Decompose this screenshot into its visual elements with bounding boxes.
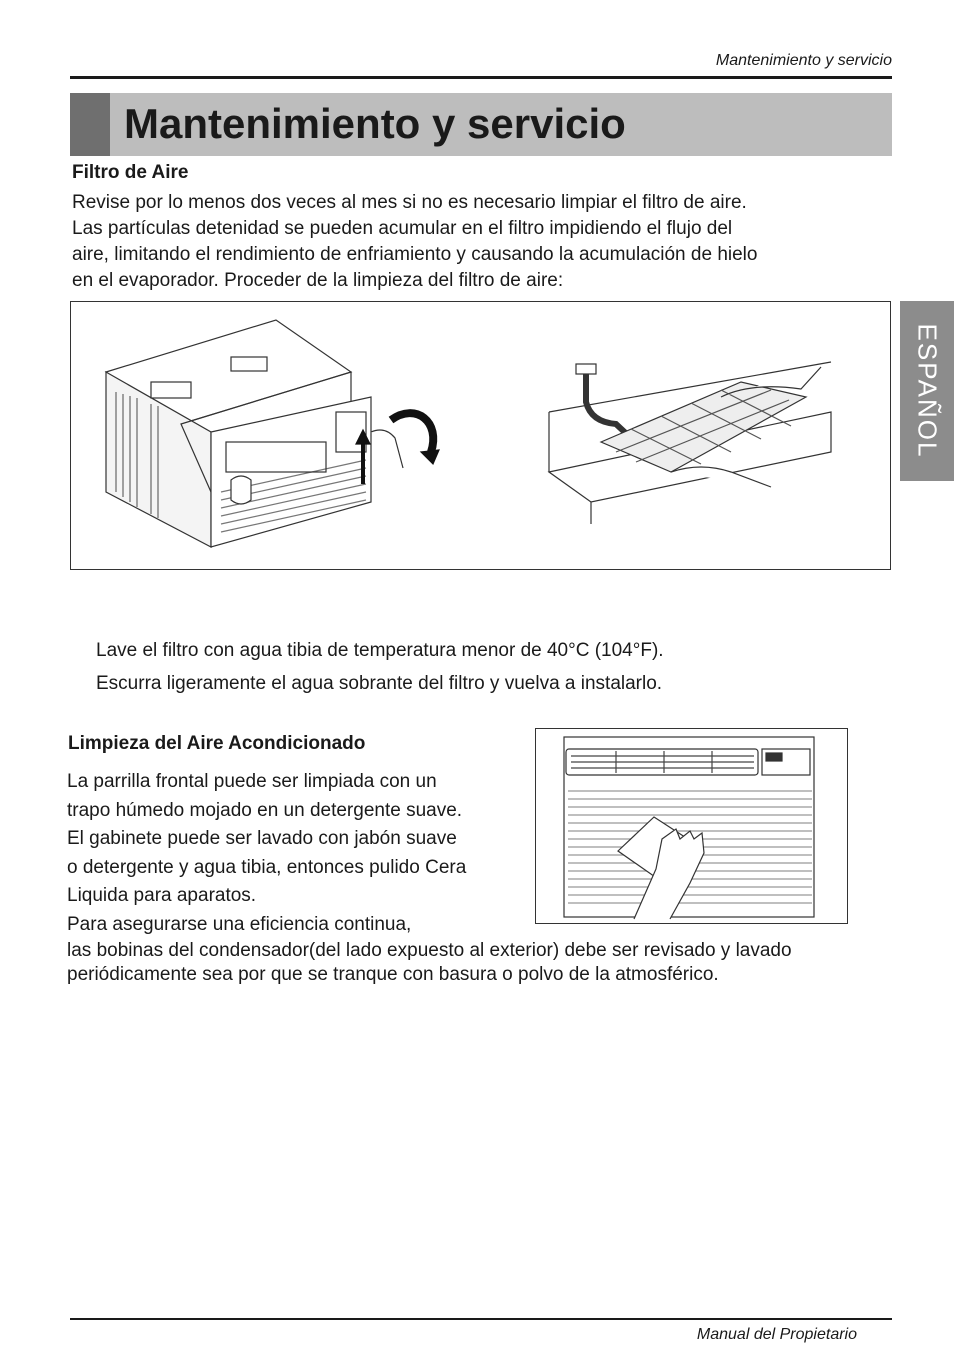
filter-illustration-svg <box>71 302 890 569</box>
bottom-rule <box>70 1318 892 1320</box>
cleaning-line: o detergente y agua tibia, entonces pulido Cera <box>67 856 467 878</box>
section-banner <box>70 93 892 156</box>
filter-line: Revise por lo menos dos veces al mes si no es necesario limpiar el filtro de aire. <box>72 192 747 213</box>
filter-heading: Filtro de Aire <box>72 162 189 183</box>
filter-line: en el evaporador. Proceder de la limpieza del filtro de aire: <box>72 270 564 291</box>
page-title: Mantenimiento y servicio <box>124 100 626 147</box>
filter-removal-illustration <box>70 301 891 570</box>
filter-line: Las partículas detenidad se pueden acumular en el filtro impidiendo el flujo del <box>72 218 733 239</box>
cleaning-line: Liquida para aparatos. <box>67 885 257 906</box>
footer-title: Manual del Propietario <box>696 1326 857 1343</box>
cleaning-paragraph <box>67 768 792 987</box>
cleaning-line: El gabinete puede ser lavado con jabón suave <box>67 828 457 849</box>
banner-accent-block <box>70 93 110 156</box>
top-rule <box>70 76 892 79</box>
cleaning-line: Para asegurarse una eficiencia continua, <box>67 913 412 935</box>
language-tab-label: ESPAÑOL <box>912 323 943 459</box>
running-header: Mantenimiento y servicio <box>715 52 892 69</box>
cleaning-line: periódicamente sea por que se tranque con basura o polvo de la atmosférico. <box>67 964 719 985</box>
cleaning-line: las bobinas del condensador(del lado expuesto al exterior) debe ser revisado y lavado <box>67 940 792 961</box>
cleaning-line: trapo húmedo mojado en un detergente suave. <box>67 799 463 821</box>
step-1: Lave el filtro con agua tibia de temperatura menor de 40°C (104°F). <box>96 640 664 661</box>
language-tab <box>900 301 954 481</box>
filter-line: aire, limitando el rendimiento de enfriamiento y causando la acumulación de hielo <box>72 244 758 265</box>
cleaning-line: La parrilla frontal puede ser limpiada con un <box>67 771 437 792</box>
cleaning-heading: Limpieza del Aire Acondicionado <box>68 733 366 754</box>
filter-paragraph <box>72 190 892 294</box>
step-2: Escurra ligeramente el agua sobrante del filtro y vuelva a instalarlo. <box>96 673 663 694</box>
